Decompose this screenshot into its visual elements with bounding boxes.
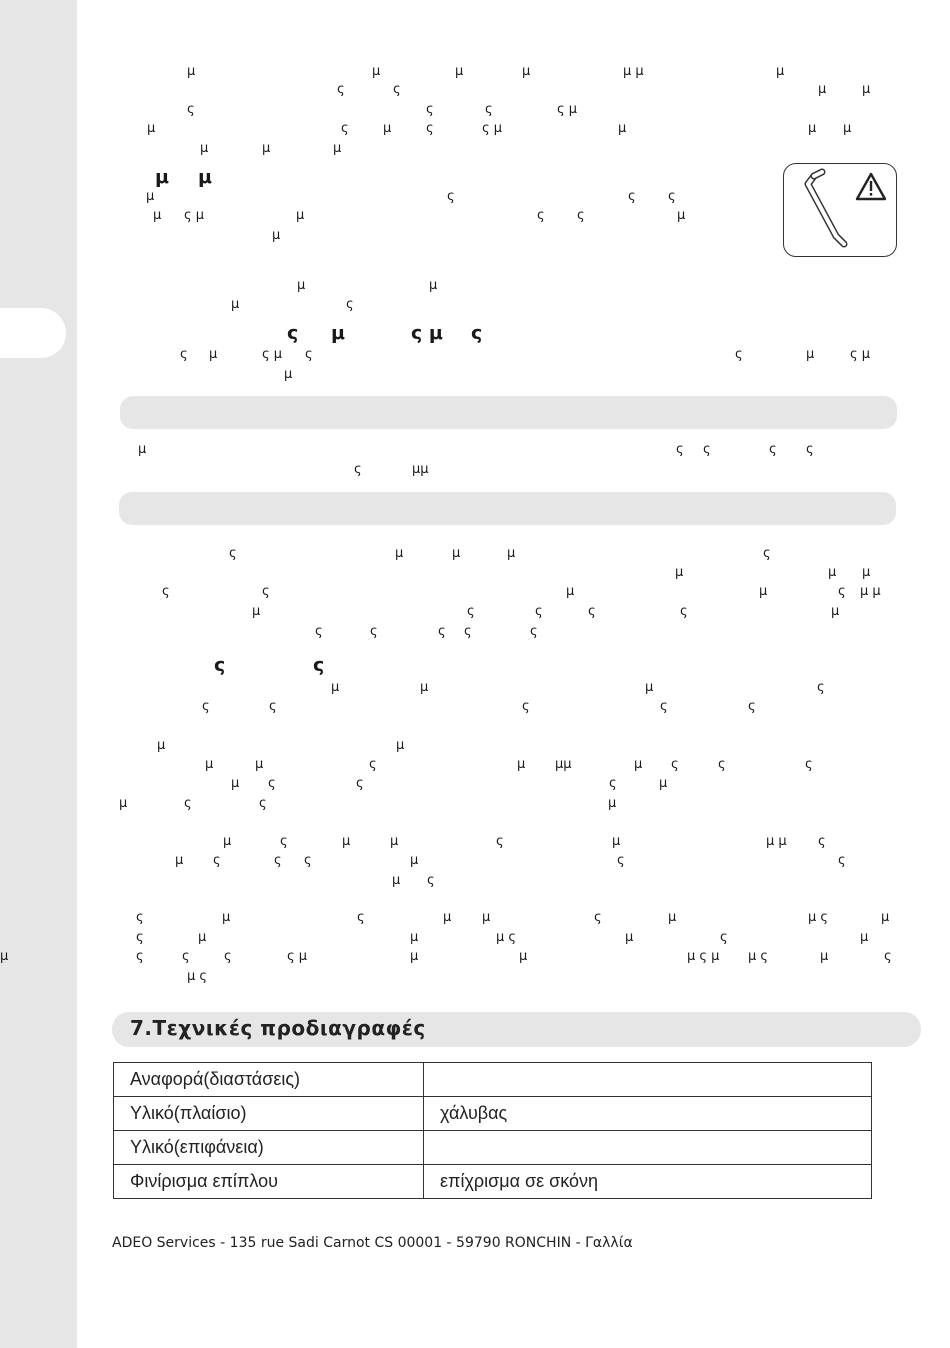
text-fragment: μ xyxy=(395,546,404,561)
text-fragment: μ xyxy=(284,367,293,382)
text-fragment: μ xyxy=(759,584,768,599)
heading-fragment: μ xyxy=(198,166,212,188)
text-fragment: ς xyxy=(806,442,814,457)
text-fragment: ς xyxy=(817,680,825,695)
text-fragment: μ xyxy=(231,297,240,312)
text-fragment: ς xyxy=(609,776,617,791)
text-fragment: μ xyxy=(677,208,686,223)
text-fragment: ς xyxy=(370,624,378,639)
text-fragment: μ xyxy=(668,910,677,925)
text-fragment: ς xyxy=(535,604,543,619)
text-fragment: ς xyxy=(180,347,188,362)
heading-fragment: μ xyxy=(331,322,345,344)
spec-label: Υλικό(πλαίσιο) xyxy=(114,1097,424,1131)
text-fragment: μ xyxy=(634,757,643,772)
text-fragment: μ xyxy=(566,584,575,599)
text-fragment: μ xyxy=(205,757,214,772)
text-fragment: μ xyxy=(862,565,871,580)
text-fragment: μ xyxy=(200,141,209,156)
text-fragment: ς xyxy=(393,82,401,97)
text-fragment: ς xyxy=(763,546,771,561)
text-fragment: ς xyxy=(269,699,277,714)
text-fragment: ς xyxy=(660,699,668,714)
spec-value xyxy=(424,1131,872,1165)
text-fragment: ς xyxy=(671,757,679,772)
text-fragment: ς xyxy=(628,189,636,204)
text-fragment: ς xyxy=(838,584,846,599)
section-header-bar xyxy=(120,396,897,429)
spec-label: Αναφορά(διαστάσεις) xyxy=(114,1063,424,1097)
text-fragment: μ xyxy=(443,910,452,925)
text-fragment: ς xyxy=(262,584,270,599)
text-fragment: ς xyxy=(485,102,493,117)
text-fragment: μ xyxy=(519,949,528,964)
text-fragment: ς xyxy=(136,949,144,964)
text-fragment: μμ xyxy=(412,462,429,477)
text-fragment: μ xyxy=(818,82,827,97)
text-fragment: ς xyxy=(184,796,192,811)
text-fragment: μ xyxy=(860,930,869,945)
spec-label: Υλικό(επιφάνεια) xyxy=(114,1131,424,1165)
text-fragment: μ xyxy=(153,208,162,223)
text-fragment: μ xyxy=(517,757,526,772)
heading-fragment: ς xyxy=(214,654,226,676)
text-fragment: ς xyxy=(304,853,312,868)
text-fragment: μ xyxy=(296,208,305,223)
heading-fragment: ς xyxy=(287,322,299,344)
text-fragment: ς μ xyxy=(184,208,205,223)
text-fragment: ς xyxy=(259,796,267,811)
text-fragment: μ xyxy=(410,930,419,945)
spec-value: χάλυβας xyxy=(424,1097,872,1131)
text-fragment: ς μ xyxy=(557,102,578,117)
text-fragment: μ xyxy=(429,278,438,293)
text-fragment: μ xyxy=(410,853,419,868)
text-fragment: μ xyxy=(618,121,627,136)
text-fragment: ς xyxy=(577,208,585,223)
text-fragment: ς xyxy=(202,699,210,714)
text-fragment: ς xyxy=(496,834,504,849)
text-fragment: μ μ xyxy=(860,584,881,599)
table-row xyxy=(114,1063,872,1097)
text-fragment: ς xyxy=(438,624,446,639)
text-fragment: μ xyxy=(297,278,306,293)
text-fragment: ς μ xyxy=(482,121,503,136)
text-fragment: μ μ xyxy=(623,64,644,79)
text-fragment: μ xyxy=(410,949,419,964)
text-fragment: ς xyxy=(346,297,354,312)
text-fragment: ς xyxy=(884,949,892,964)
text-fragment: μ xyxy=(820,949,829,964)
warning-triangle-icon xyxy=(857,174,885,199)
text-fragment: μ xyxy=(331,680,340,695)
heading-fragment: μ xyxy=(155,166,169,188)
text-fragment: μ xyxy=(187,64,196,79)
text-fragment: ς xyxy=(594,910,602,925)
text-fragment: μ ς μ xyxy=(687,949,720,964)
text-fragment: μ xyxy=(808,121,817,136)
text-fragment: μ xyxy=(507,546,516,561)
text-fragment: ς xyxy=(427,873,435,888)
text-fragment: ς xyxy=(447,189,455,204)
text-fragment: ς xyxy=(530,624,538,639)
text-fragment: μ xyxy=(231,776,240,791)
text-fragment: ς μ xyxy=(850,347,871,362)
text-fragment: ς μ xyxy=(287,949,308,964)
text-fragment: ς xyxy=(426,121,434,136)
text-fragment: μμ xyxy=(555,757,572,772)
spec-section-title: 7.Τεχνικές προδιαγραφές xyxy=(130,1016,426,1040)
text-fragment: ς xyxy=(305,347,313,362)
text-fragment: ς xyxy=(720,930,728,945)
text-fragment: μ xyxy=(333,141,342,156)
text-fragment: ς xyxy=(268,776,276,791)
allen-key-icon xyxy=(808,172,844,244)
text-fragment: ς xyxy=(315,624,323,639)
text-fragment: μ xyxy=(881,910,890,925)
text-fragment: ς xyxy=(280,834,288,849)
text-fragment: μ xyxy=(831,604,840,619)
text-fragment: μ xyxy=(262,141,271,156)
text-fragment: ς xyxy=(537,208,545,223)
text-fragment: ς xyxy=(136,910,144,925)
text-fragment: ς xyxy=(162,584,170,599)
text-fragment: μ xyxy=(675,565,684,580)
table-row xyxy=(114,1097,872,1131)
text-fragment: μ xyxy=(612,834,621,849)
allen-key-warning-box xyxy=(783,163,897,257)
text-fragment: ς xyxy=(838,853,846,868)
text-fragment: μ ς xyxy=(808,910,829,925)
text-fragment: μ ς xyxy=(748,949,769,964)
text-fragment: ς xyxy=(357,910,365,925)
text-fragment: μ xyxy=(608,796,617,811)
page-tab-marker xyxy=(0,308,66,358)
text-fragment: μ ς xyxy=(187,969,208,984)
text-fragment: μ xyxy=(659,776,668,791)
text-fragment: μ xyxy=(255,757,264,772)
text-fragment: ς xyxy=(676,442,684,457)
text-fragment: μ xyxy=(806,347,815,362)
text-fragment: ς xyxy=(718,757,726,772)
heading-fragment: ς xyxy=(471,322,483,344)
text-fragment: μ xyxy=(843,121,852,136)
text-fragment: μ xyxy=(342,834,351,849)
text-fragment: μ xyxy=(222,910,231,925)
text-fragment: μ xyxy=(455,64,464,79)
text-fragment: ς xyxy=(426,102,434,117)
text-fragment: ς xyxy=(337,82,345,97)
text-fragment: ς xyxy=(274,853,282,868)
heading-fragment: ς xyxy=(313,654,325,676)
text-fragment: μ xyxy=(452,546,461,561)
text-fragment: μ xyxy=(252,604,261,619)
text-fragment: ς xyxy=(805,757,813,772)
text-fragment: μ xyxy=(390,834,399,849)
text-fragment: μ xyxy=(862,82,871,97)
text-fragment: μ μ xyxy=(766,834,787,849)
text-fragment: ς xyxy=(224,949,232,964)
text-fragment: μ xyxy=(482,910,491,925)
text-fragment: ς xyxy=(522,699,530,714)
text-fragment: μ xyxy=(223,834,232,849)
spec-label: Φινίρισμα επίπλου xyxy=(114,1165,424,1199)
text-fragment: ς xyxy=(748,699,756,714)
text-fragment: μ xyxy=(175,853,184,868)
text-fragment: μ xyxy=(157,738,166,753)
text-fragment: ς xyxy=(182,949,190,964)
text-fragment: ς xyxy=(703,442,711,457)
text-fragment: ς xyxy=(229,546,237,561)
text-fragment: ς xyxy=(668,189,676,204)
text-fragment: ς μ xyxy=(262,347,283,362)
text-fragment: ς xyxy=(617,853,625,868)
table-row xyxy=(114,1165,872,1199)
text-fragment: ς xyxy=(818,834,826,849)
text-fragment: μ xyxy=(272,228,281,243)
spec-value: επίχρισμα σε σκόνη xyxy=(424,1165,872,1199)
footer-address: ADEO Services - 135 rue Sadi Carnot CS 00001 - 59790 RONCHIN - Γαλλία xyxy=(112,1235,633,1251)
text-fragment: μ xyxy=(828,565,837,580)
page-margin-band xyxy=(0,0,77,1348)
text-fragment: μ xyxy=(383,121,392,136)
text-fragment: μ xyxy=(198,930,207,945)
text-fragment: μ xyxy=(396,738,405,753)
text-fragment: μ xyxy=(625,930,634,945)
text-fragment: ς xyxy=(467,604,475,619)
text-fragment: ς xyxy=(369,757,377,772)
section-header-bar xyxy=(119,492,896,525)
text-fragment: μ xyxy=(146,189,155,204)
table-row xyxy=(114,1131,872,1165)
text-fragment: ς xyxy=(136,930,144,945)
text-fragment: μ xyxy=(372,64,381,79)
text-fragment: ς xyxy=(187,102,195,117)
text-fragment: ς xyxy=(680,604,688,619)
text-fragment: μ xyxy=(138,442,147,457)
text-fragment: μ xyxy=(0,949,9,964)
text-fragment: ς xyxy=(769,442,777,457)
spec-table xyxy=(113,1062,872,1199)
text-fragment: μ xyxy=(392,873,401,888)
text-fragment: ς xyxy=(588,604,596,619)
text-fragment: ς xyxy=(464,624,472,639)
text-fragment: ς xyxy=(213,853,221,868)
text-fragment: ς xyxy=(735,347,743,362)
text-fragment: ς xyxy=(354,462,362,477)
text-fragment: μ xyxy=(147,121,156,136)
text-fragment: μ xyxy=(420,680,429,695)
text-fragment: μ xyxy=(645,680,654,695)
spec-value xyxy=(424,1063,872,1097)
text-fragment: ς xyxy=(341,121,349,136)
text-fragment: μ xyxy=(119,796,128,811)
heading-fragment: ς μ xyxy=(411,322,443,344)
text-fragment: μ xyxy=(209,347,218,362)
text-fragment: μ xyxy=(776,64,785,79)
text-fragment: ς xyxy=(356,776,364,791)
text-fragment: μ xyxy=(522,64,531,79)
spec-section-title-bar xyxy=(112,1012,921,1047)
text-fragment: μ ς xyxy=(496,930,517,945)
